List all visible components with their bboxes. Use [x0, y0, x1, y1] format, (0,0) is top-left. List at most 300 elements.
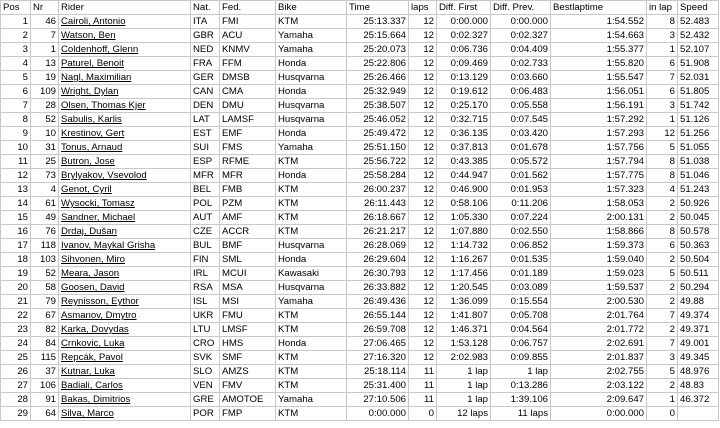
cell-rider[interactable]: Drdaj, Dušan: [59, 225, 191, 239]
cell-nr: 10: [31, 127, 59, 141]
cell-time: 26:18.667: [347, 211, 409, 225]
cell-in-lap: 3: [647, 99, 678, 113]
cell-speed: 51.256: [678, 127, 719, 141]
cell-rider[interactable]: Crnkovic, Luka: [59, 337, 191, 351]
cell-diff-prev: 0:05.708: [491, 309, 551, 323]
cell-pos: 24: [1, 337, 31, 351]
cell-diff-prev: 0:13.286: [491, 379, 551, 393]
cell-nr: 118: [31, 239, 59, 253]
cell-laps: 12: [409, 141, 437, 155]
cell-pos: 5: [1, 71, 31, 85]
cell-nat: POL: [191, 197, 220, 211]
cell-laps: 12: [409, 211, 437, 225]
cell-diff-first: 0:46.900: [437, 183, 491, 197]
cell-pos: 19: [1, 267, 31, 281]
cell-fed: MSI: [220, 295, 276, 309]
cell-rider[interactable]: Coldenhoff, Glenn: [59, 43, 191, 57]
cell-speed: 52.483: [678, 15, 719, 29]
cell-bike: KTM: [276, 379, 347, 393]
table-row[interactable]: [1, 267, 719, 281]
cell-fed: ACU: [220, 29, 276, 43]
cell-time: 25:18.114: [347, 365, 409, 379]
cell-in-lap: 6: [647, 57, 678, 71]
cell-fed: HMS: [220, 337, 276, 351]
table-row[interactable]: [1, 295, 719, 309]
cell-laps: 11: [409, 379, 437, 393]
cell-rider[interactable]: Bakas, Dimitrios: [59, 393, 191, 407]
cell-nr: 61: [31, 197, 59, 211]
cell-diff-first: 0:44.947: [437, 169, 491, 183]
cell-rider[interactable]: Asmanov, Dmytro: [59, 309, 191, 323]
cell-rider[interactable]: Sandner, Michael: [59, 211, 191, 225]
cell-diff-prev: 0:03.660: [491, 71, 551, 85]
cell-rider[interactable]: Meara, Jason: [59, 267, 191, 281]
cell-nr: 91: [31, 393, 59, 407]
cell-rider[interactable]: Sabulis, Karlis: [59, 113, 191, 127]
cell-diff-prev: 0:05.558: [491, 99, 551, 113]
cell-diff-first: 1:16.267: [437, 253, 491, 267]
cell-speed: 49.374: [678, 309, 719, 323]
cell-bike: Yamaha: [276, 29, 347, 43]
cell-time: 25:15.664: [347, 29, 409, 43]
table-row[interactable]: [1, 155, 719, 169]
cell-pos: 26: [1, 365, 31, 379]
cell-diff-first: 1:46.371: [437, 323, 491, 337]
table-row[interactable]: [1, 337, 719, 351]
cell-bike: Honda: [276, 169, 347, 183]
cell-bike: Honda: [276, 253, 347, 267]
cell-nr: 25: [31, 155, 59, 169]
cell-speed: 50.511: [678, 267, 719, 281]
cell-fed: AMZS: [220, 365, 276, 379]
cell-diff-prev: 0:15.554: [491, 295, 551, 309]
cell-diff-prev: 0:04.564: [491, 323, 551, 337]
table-row[interactable]: [1, 197, 719, 211]
cell-time: 26:28.069: [347, 239, 409, 253]
cell-nat: GER: [191, 71, 220, 85]
cell-in-lap: 2: [647, 295, 678, 309]
table-row[interactable]: [1, 393, 719, 407]
cell-laps: 12: [409, 169, 437, 183]
cell-bestlaptime: 1:55.820: [551, 57, 647, 71]
cell-rider[interactable]: Sihvonen, Miro: [59, 253, 191, 267]
cell-diff-first: 1:17.456: [437, 267, 491, 281]
cell-pos: 1: [1, 15, 31, 29]
cell-speed: 52.107: [678, 43, 719, 57]
cell-fed: FFM: [220, 57, 276, 71]
cell-nr: 64: [31, 407, 59, 421]
cell-time: 25:46.052: [347, 113, 409, 127]
cell-rider[interactable]: Butron, Jose: [59, 155, 191, 169]
table-row[interactable]: [1, 253, 719, 267]
cell-speed: 50.578: [678, 225, 719, 239]
cell-diff-first: 0:36.135: [437, 127, 491, 141]
cell-laps: 0: [409, 407, 437, 421]
cell-diff-prev: 0:00.000: [491, 15, 551, 29]
cell-laps: 11: [409, 365, 437, 379]
cell-bestlaptime: 2:01.764: [551, 309, 647, 323]
cell-diff-prev: 0:01.562: [491, 169, 551, 183]
cell-nr: 106: [31, 379, 59, 393]
cell-nat: UKR: [191, 309, 220, 323]
cell-pos: 6: [1, 85, 31, 99]
cell-nat: NED: [191, 43, 220, 57]
table-row[interactable]: [1, 113, 719, 127]
cell-bike: Honda: [276, 337, 347, 351]
table-row[interactable]: [1, 309, 719, 323]
cell-nr: 109: [31, 85, 59, 99]
cell-pos: 16: [1, 225, 31, 239]
cell-nr: 31: [31, 141, 59, 155]
cell-diff-prev: 1 lap: [491, 365, 551, 379]
cell-nr: 67: [31, 309, 59, 323]
cell-time: 25:22.806: [347, 57, 409, 71]
cell-diff-first: 0:06.736: [437, 43, 491, 57]
cell-fed: KNMV: [220, 43, 276, 57]
cell-diff-first: 1:20.545: [437, 281, 491, 295]
cell-bestlaptime: 2:00.131: [551, 211, 647, 225]
cell-time: 26:00.237: [347, 183, 409, 197]
cell-bike: KTM: [276, 309, 347, 323]
cell-fed: PZM: [220, 197, 276, 211]
cell-bestlaptime: 1:57.292: [551, 113, 647, 127]
cell-time: 26:11.443: [347, 197, 409, 211]
cell-nr: 115: [31, 351, 59, 365]
cell-bike: Honda: [276, 85, 347, 99]
cell-laps: 12: [409, 155, 437, 169]
cell-diff-prev: 0:02.327: [491, 29, 551, 43]
cell-nat: SLO: [191, 365, 220, 379]
table-row[interactable]: [1, 407, 719, 421]
table-row[interactable]: [1, 43, 719, 57]
table-row[interactable]: [1, 351, 719, 365]
cell-diff-first: 0:09.469: [437, 57, 491, 71]
table-row[interactable]: [1, 29, 719, 43]
cell-pos: 7: [1, 99, 31, 113]
cell-bike: Honda: [276, 57, 347, 71]
cell-laps: 12: [409, 85, 437, 99]
cell-pos: 3: [1, 43, 31, 57]
cell-speed: 51.055: [678, 141, 719, 155]
cell-diff-first: 1:05.330: [437, 211, 491, 225]
cell-nat: GBR: [191, 29, 220, 43]
cell-fed: FMP: [220, 407, 276, 421]
cell-bestlaptime: 0:00.000: [551, 407, 647, 421]
table-row[interactable]: [1, 211, 719, 225]
cell-time: 27:06.465: [347, 337, 409, 351]
cell-nat: LAT: [191, 113, 220, 127]
cell-nr: 84: [31, 337, 59, 351]
cell-pos: 11: [1, 155, 31, 169]
cell-rider[interactable]: Kutnar, Luka: [59, 365, 191, 379]
table-body: [1, 15, 719, 421]
cell-nat: LTU: [191, 323, 220, 337]
cell-diff-first: 0:58.106: [437, 197, 491, 211]
cell-bestlaptime: 1:59.040: [551, 253, 647, 267]
cell-diff-prev: 0:07.224: [491, 211, 551, 225]
cell-bike: KTM: [276, 197, 347, 211]
cell-rider[interactable]: Cairoli, Antonio: [59, 15, 191, 29]
cell-in-lap: 2: [647, 197, 678, 211]
cell-fed: DMSB: [220, 71, 276, 85]
cell-bike: Husqvarna: [276, 99, 347, 113]
cell-nr: 37: [31, 365, 59, 379]
cell-diff-first: 1:07.880: [437, 225, 491, 239]
cell-rider[interactable]: Goosen, David: [59, 281, 191, 295]
cell-bike: Husqvarna: [276, 113, 347, 127]
cell-laps: 12: [409, 15, 437, 29]
cell-laps: 12: [409, 225, 437, 239]
cell-diff-first: 0:02.327: [437, 29, 491, 43]
cell-time: 26:21.217: [347, 225, 409, 239]
cell-diff-prev: 0:04.409: [491, 43, 551, 57]
cell-diff-prev: 0:07.545: [491, 113, 551, 127]
cell-time: 25:26.466: [347, 71, 409, 85]
column-header-fed: Fed.: [220, 1, 276, 15]
cell-bestlaptime: 1:57.756: [551, 141, 647, 155]
cell-pos: 4: [1, 57, 31, 71]
cell-in-lap: 12: [647, 127, 678, 141]
cell-rider[interactable]: Krestinov, Gert: [59, 127, 191, 141]
cell-nr: 73: [31, 169, 59, 183]
cell-bestlaptime: 2:02.755: [551, 365, 647, 379]
cell-laps: 12: [409, 183, 437, 197]
cell-laps: 12: [409, 239, 437, 253]
cell-fed: FMB: [220, 183, 276, 197]
cell-diff-first: 1 lap: [437, 365, 491, 379]
cell-rider[interactable]: Silva, Marco: [59, 407, 191, 421]
cell-laps: 12: [409, 43, 437, 57]
cell-nr: 49: [31, 211, 59, 225]
cell-fed: AMF: [220, 211, 276, 225]
table-row[interactable]: [1, 57, 719, 71]
cell-in-lap: 7: [647, 71, 678, 85]
cell-diff-first: 1:53.128: [437, 337, 491, 351]
cell-pos: 23: [1, 323, 31, 337]
cell-time: 25:58.284: [347, 169, 409, 183]
cell-diff-first: 0:19.612: [437, 85, 491, 99]
column-header-laps: laps: [409, 1, 437, 15]
cell-speed: 50.363: [678, 239, 719, 253]
cell-laps: 12: [409, 337, 437, 351]
cell-laps: 12: [409, 295, 437, 309]
cell-fed: SML: [220, 253, 276, 267]
cell-speed: 51.908: [678, 57, 719, 71]
table-row[interactable]: [1, 127, 719, 141]
cell-bestlaptime: 1:57.293: [551, 127, 647, 141]
cell-pos: 27: [1, 379, 31, 393]
table-row[interactable]: [1, 379, 719, 393]
table-header: [1, 1, 719, 15]
table-row[interactable]: [1, 99, 719, 113]
cell-bestlaptime: 1:54.552: [551, 15, 647, 29]
cell-bike: Yamaha: [276, 295, 347, 309]
cell-rider[interactable]: Genot, Cyril: [59, 183, 191, 197]
cell-speed: 51.038: [678, 155, 719, 169]
cell-diff-prev: 0:06.483: [491, 85, 551, 99]
cell-rider[interactable]: Reynisson, Eythor: [59, 295, 191, 309]
cell-pos: 14: [1, 197, 31, 211]
cell-pos: 18: [1, 253, 31, 267]
cell-speed: 51.742: [678, 99, 719, 113]
cell-speed: 51.805: [678, 85, 719, 99]
cell-rider[interactable]: Brylyakov, Vsevolod: [59, 169, 191, 183]
cell-bestlaptime: 2:01.772: [551, 323, 647, 337]
cell-bike: KTM: [276, 407, 347, 421]
cell-speed: 48.976: [678, 365, 719, 379]
cell-nr: 46: [31, 15, 59, 29]
cell-speed: 50.045: [678, 211, 719, 225]
cell-pos: 25: [1, 351, 31, 365]
cell-time: 25:56.722: [347, 155, 409, 169]
table-row[interactable]: [1, 15, 719, 29]
cell-nat: BEL: [191, 183, 220, 197]
cell-in-lap: 7: [647, 309, 678, 323]
cell-laps: 12: [409, 323, 437, 337]
cell-bestlaptime: 1:59.023: [551, 267, 647, 281]
cell-bike: KTM: [276, 211, 347, 225]
table-row[interactable]: [1, 281, 719, 295]
cell-speed: [678, 407, 719, 421]
table-row[interactable]: [1, 239, 719, 253]
cell-bestlaptime: 1:57.794: [551, 155, 647, 169]
cell-speed: 50.504: [678, 253, 719, 267]
cell-diff-prev: 0:01.953: [491, 183, 551, 197]
cell-time: 26:55.144: [347, 309, 409, 323]
cell-speed: 49.371: [678, 323, 719, 337]
cell-rider[interactable]: Badiali, Carlos: [59, 379, 191, 393]
cell-fed: SMF: [220, 351, 276, 365]
cell-diff-first: 1 lap: [437, 393, 491, 407]
cell-in-lap: 8: [647, 225, 678, 239]
column-header-diff-first: Diff. First: [437, 1, 491, 15]
cell-fed: FMS: [220, 141, 276, 155]
cell-bestlaptime: 1:58.053: [551, 197, 647, 211]
cell-bike: KTM: [276, 15, 347, 29]
table-row[interactable]: [1, 225, 719, 239]
cell-speed: 51.243: [678, 183, 719, 197]
cell-in-lap: 5: [647, 365, 678, 379]
cell-bike: KTM: [276, 365, 347, 379]
cell-rider[interactable]: Wright, Dylan: [59, 85, 191, 99]
cell-diff-prev: 0:01.535: [491, 253, 551, 267]
cell-nr: 4: [31, 183, 59, 197]
cell-laps: 12: [409, 57, 437, 71]
cell-bike: Husqvarna: [276, 281, 347, 295]
cell-rider[interactable]: Paturel, Benoit: [59, 57, 191, 71]
cell-nr: 28: [31, 99, 59, 113]
cell-bike: Yamaha: [276, 393, 347, 407]
cell-bestlaptime: 1:59.373: [551, 239, 647, 253]
cell-diff-prev: 0:01.678: [491, 141, 551, 155]
cell-nat: ITA: [191, 15, 220, 29]
cell-nr: 82: [31, 323, 59, 337]
cell-rider[interactable]: Watson, Ben: [59, 29, 191, 43]
cell-nat: SVK: [191, 351, 220, 365]
cell-nr: 58: [31, 281, 59, 295]
cell-in-lap: 5: [647, 267, 678, 281]
cell-in-lap: 2: [647, 323, 678, 337]
cell-bestlaptime: 1:57.775: [551, 169, 647, 183]
cell-bestlaptime: 1:59.537: [551, 281, 647, 295]
cell-bike: KTM: [276, 183, 347, 197]
table-row[interactable]: [1, 183, 719, 197]
cell-fed: CMA: [220, 85, 276, 99]
cell-fed: AMOTOE: [220, 393, 276, 407]
table-row[interactable]: [1, 141, 719, 155]
cell-bestlaptime: 1:58.866: [551, 225, 647, 239]
cell-rider[interactable]: Wysocki, Tomasz: [59, 197, 191, 211]
cell-nat: GRE: [191, 393, 220, 407]
cell-in-lap: 1: [647, 43, 678, 57]
column-header-in-lap: in lap: [647, 1, 678, 15]
cell-nat: FRA: [191, 57, 220, 71]
table-row[interactable]: [1, 71, 719, 85]
cell-time: 26:49.436: [347, 295, 409, 309]
cell-rider[interactable]: Karka, Dovydas: [59, 323, 191, 337]
cell-diff-prev: 0:02.550: [491, 225, 551, 239]
column-header-rider: Rider: [59, 1, 191, 15]
cell-diff-first: 1:14.732: [437, 239, 491, 253]
cell-time: 25:20.073: [347, 43, 409, 57]
cell-bestlaptime: 2:02.691: [551, 337, 647, 351]
cell-nr: 19: [31, 71, 59, 85]
cell-in-lap: 2: [647, 281, 678, 295]
cell-diff-prev: 1:39.106: [491, 393, 551, 407]
table-row[interactable]: [1, 169, 719, 183]
cell-laps: 12: [409, 281, 437, 295]
cell-in-lap: 8: [647, 169, 678, 183]
table-row[interactable]: [1, 365, 719, 379]
cell-time: 26:59.708: [347, 323, 409, 337]
cell-bestlaptime: 1:55.377: [551, 43, 647, 57]
cell-bestlaptime: 1:54.663: [551, 29, 647, 43]
table-row[interactable]: [1, 85, 719, 99]
cell-speed: 49.345: [678, 351, 719, 365]
cell-nat: DEN: [191, 99, 220, 113]
cell-pos: 10: [1, 141, 31, 155]
cell-in-lap: 1: [647, 393, 678, 407]
cell-rider[interactable]: Nagl, Maximilian: [59, 71, 191, 85]
cell-laps: 12: [409, 99, 437, 113]
cell-rider[interactable]: Ivanov, Maykal Grisha: [59, 239, 191, 253]
cell-diff-first: 0:43.385: [437, 155, 491, 169]
cell-bike: Yamaha: [276, 43, 347, 57]
cell-nat: ISL: [191, 295, 220, 309]
cell-nat: BUL: [191, 239, 220, 253]
cell-fed: ACCR: [220, 225, 276, 239]
column-header-nr: Nr: [31, 1, 59, 15]
cell-speed: 51.126: [678, 113, 719, 127]
cell-laps: 11: [409, 393, 437, 407]
cell-pos: 21: [1, 295, 31, 309]
cell-diff-first: 0:25.170: [437, 99, 491, 113]
cell-time: 25:13.337: [347, 15, 409, 29]
cell-speed: 52.031: [678, 71, 719, 85]
cell-rider[interactable]: Olsen, Thomas Kjer: [59, 99, 191, 113]
cell-pos: 20: [1, 281, 31, 295]
cell-rider[interactable]: Repcák, Pavol: [59, 351, 191, 365]
table-row[interactable]: [1, 323, 719, 337]
cell-bestlaptime: 1:56.051: [551, 85, 647, 99]
column-header-speed: Speed: [678, 1, 719, 15]
cell-rider[interactable]: Tonus, Arnaud: [59, 141, 191, 155]
cell-speed: 46.372: [678, 393, 719, 407]
cell-bestlaptime: 1:56.191: [551, 99, 647, 113]
cell-nat: FIN: [191, 253, 220, 267]
cell-diff-prev: 0:11.206: [491, 197, 551, 211]
cell-diff-first: 1 lap: [437, 379, 491, 393]
